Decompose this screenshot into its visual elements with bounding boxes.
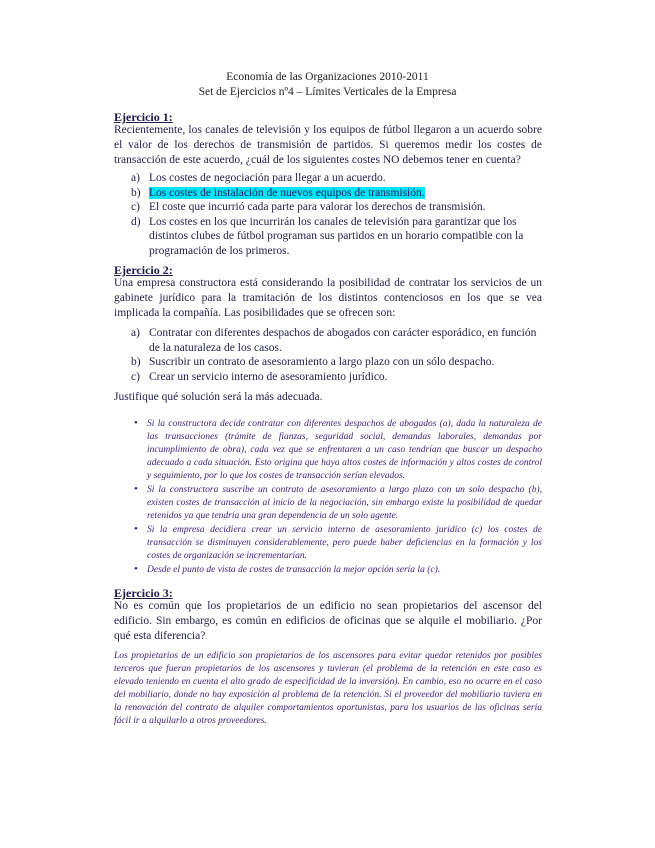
bullet-icon: •	[134, 523, 138, 535]
ejercicio-3-heading: Ejercicio 3:	[114, 586, 173, 600]
ejercicio-1-options	[131, 171, 542, 258]
ejercicio-3-statement: No es común que los propietarios de un edificio no sean propietarios del ascensor del edificio. Sin embargo, es común en edificios de oficinas que se alquile el mobiliario. ¿Por qué esta diferencia?	[114, 600, 542, 642]
course-title: Economía de las Organizaciones 2010-2011	[226, 71, 429, 83]
answer-item: • Desde el punto de vista de costes de transacción la mejor opción sería la (c).	[134, 563, 441, 575]
bullet-icon: •	[134, 483, 138, 495]
ejercicio-3-answer: Los propietarios de un edificio son propietarios de los ascensores para evitar quedar retenidos por posibles terceros que fueran propietarios de los ascensores y tuvieran (el problema de la retención en este caso es elevado teniendo en cuenta el alto grado de especificidad de la inversión). En cambio, eso no ocurre en el caso del mobiliario, donde no hay exposición al problema de la retención. Si el proveedor del mobiliario tuviera en la renovación del contrato de alquiler comportamientos oportunistas, para los usuarios de las oficinas sería fácil ir a alquilarlo a otros proveedores.	[114, 651, 542, 726]
exercise-set-title: Set de Ejercicios nº4 – Límites Verticales de la Empresa	[198, 86, 457, 98]
ejercicio-2-question: Justifique qué solución será la más adecuada.	[114, 391, 323, 403]
answer-item: • Si la constructora suscribe un contrato de asesoramiento a largo plazo con un solo despacho (b), existen costes de transacción al inicio de la negociación, sin embargo existe la posibilidad de quedar retenidos ya que tendría una gran dependencia de un solo agente.	[134, 483, 542, 521]
ejercicio-1-statement: Recientemente, los canales de televisión y los equipos de fútbol llegaron a un acuerdo sobre el valor de los derechos de transmisión de partidos. Si queremos medir los costes de transacción de este acuerdo, ¿cuál de los siguientes costes NO debemos tener en cuenta?	[114, 124, 542, 166]
bullet-icon: •	[134, 563, 138, 575]
bullet-icon: •	[134, 417, 138, 429]
ejercicio-2-statement: Una empresa constructora está considerando la posibilidad de contratar los servicios de un gabinete jurídico para la tramitación de los distintos contenciosos en los que se vea implicada la compañía. Las posibilidades que se ofrecen son:	[114, 277, 542, 319]
ejercicio-2-options	[131, 326, 542, 384]
option-b: b) Suscribir un contrato de asesoramiento a largo plazo con un sólo despacho.	[131, 356, 495, 368]
option-a: a) Los costes de negociación para llegar a un acuerdo.	[131, 172, 386, 184]
ejercicio-2-answers	[134, 418, 542, 578]
ejercicio-2-heading: Ejercicio 2:	[114, 263, 173, 277]
answer-item: • Si la empresa decidiera crear un servicio interno de asesoramiento jurídico (c) los costes de transacción se disminuyen considerablemente, pero puede haber deficiencias en la formación y los costes de organización se incrementarían.	[134, 523, 542, 561]
option-a: a) Contratar con diferentes despachos de abogados con carácter esporádico, en función de la naturaleza de los casos.	[131, 327, 537, 354]
option-b: b) Los costes de instalación de nuevos equipos de transmisión.	[131, 186, 425, 199]
ejercicio-1-heading: Ejercicio 1:	[114, 110, 173, 124]
option-d: d) Los costes en los que incurrirán los canales de televisión para garantizar que los distintos clubes de fútbol programan sus partidos en un horario compatible con la programación de los primeros.	[131, 215, 524, 257]
answer-item: • Si la constructora decide contratar con diferentes despachos de abogados (a), dada la naturaleza de las transacciones (trámite de fianzas, seguridad social, demandas laborales, demandas por incumplimiento de obra), cada vez que se enfrentaren a un caso tendrían que buscar un despacho adecuado a cada situación. Esto origina que haya altos costes de información y altos costes de control y seguimiento, por lo que los costes de transacción serían elevados.	[134, 417, 542, 481]
highlighted-answer: Los costes de instalación de nuevos equipos de transmisión.	[149, 186, 425, 199]
option-c: c) El coste que incurrió cada parte para valorar los derechos de transmisión.	[131, 201, 486, 213]
option-c: c) Crear un servicio interno de asesoramiento jurídico.	[131, 370, 388, 383]
